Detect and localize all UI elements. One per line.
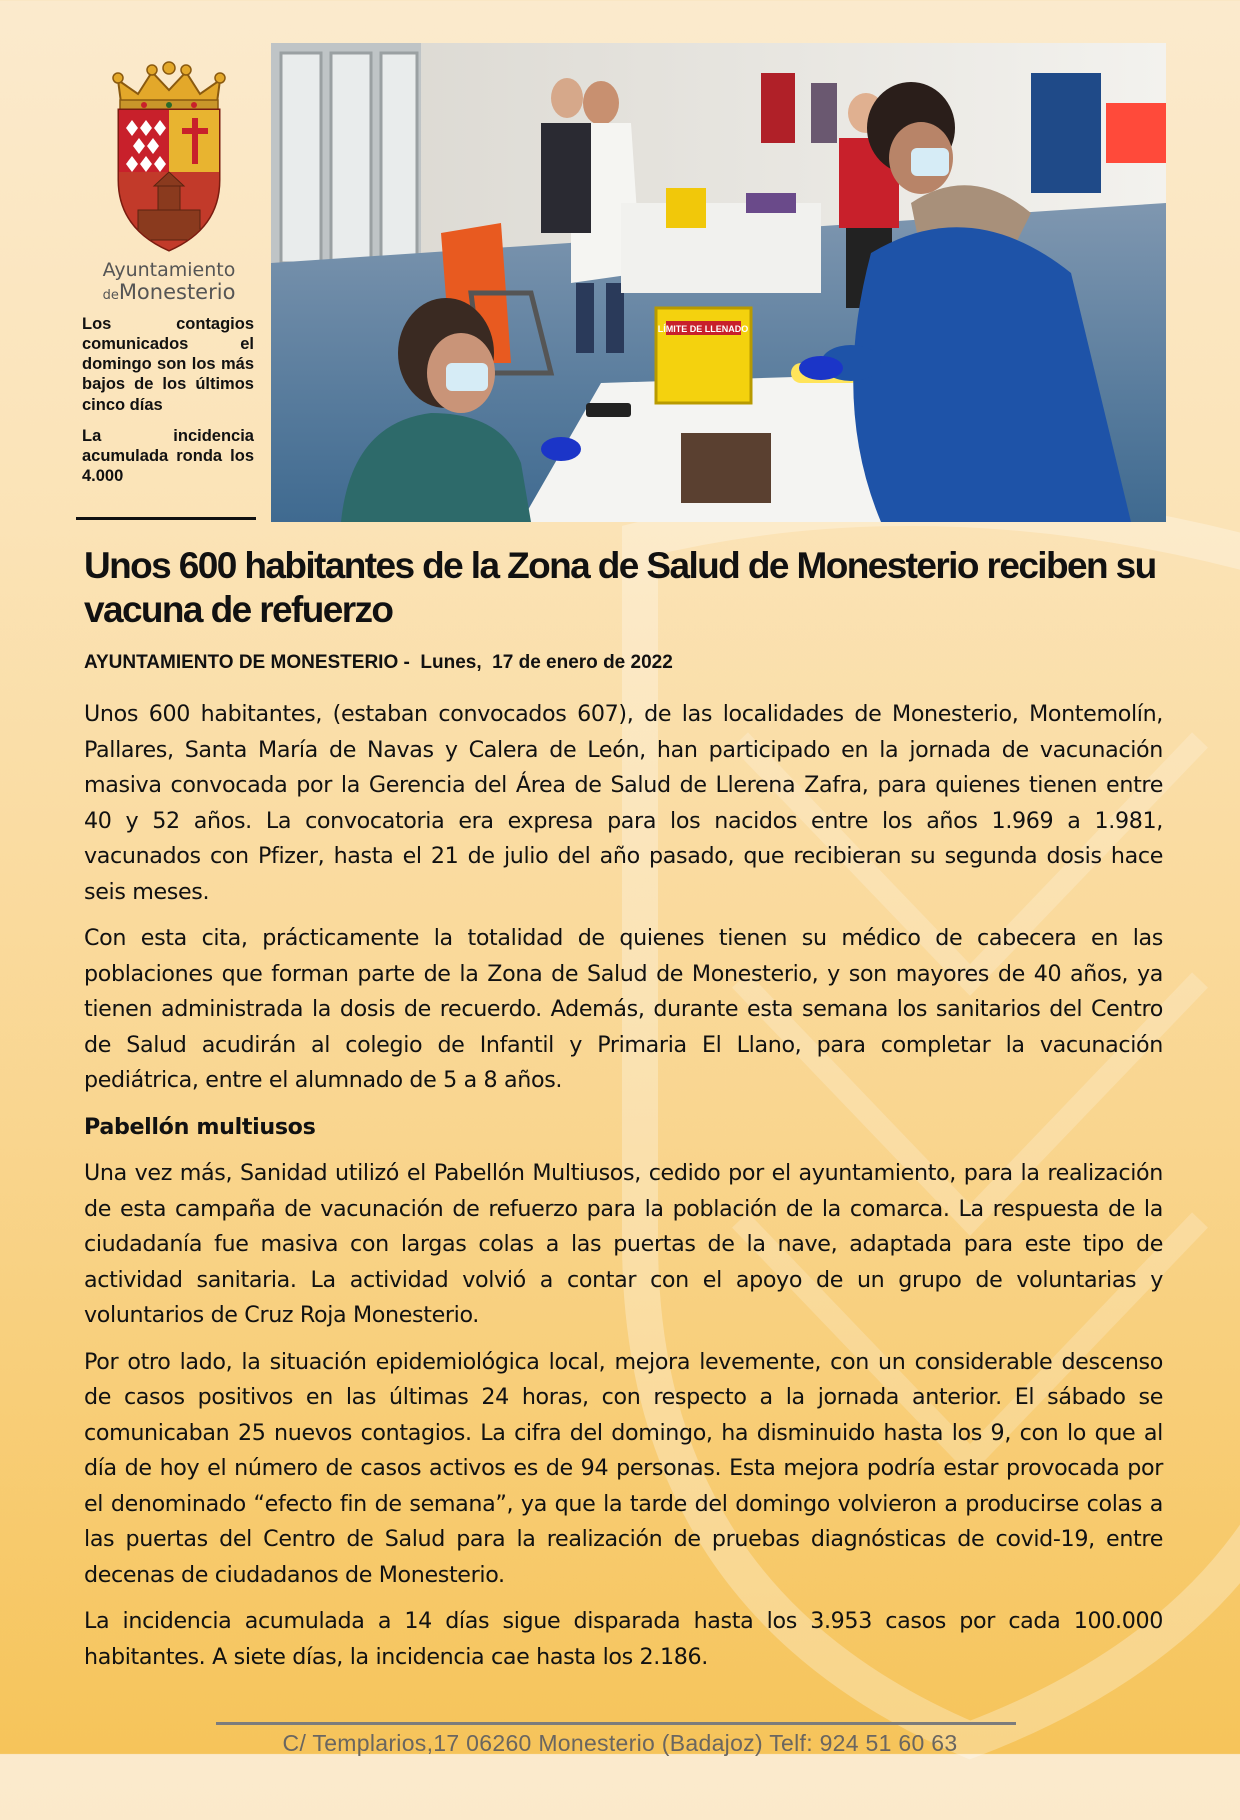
summary-divider bbox=[76, 517, 256, 520]
article-paragraph: Unos 600 habitantes, (estaban convocados 607), de las localidades de Monesterio, Montemolín, Pallares, Santa María de Navas y Calera de León, han participado en la jornada de vacunación masiva convocada por la Gerencia del Área de Salud de Llerena Zafra, para quienes tienen entre 40 y 52 años. La convocatoria era expresa para los nacidos entre los años 1.969 a 1.981, vacunados con Pfizer, hasta el 21 de julio del año pasado, que recibieran su segunda dosis hace seis meses. bbox=[84, 701, 1163, 905]
vaccination-scene-image bbox=[271, 43, 1166, 522]
article-paragraph: Una vez más, Sanidad utilizó el Pabellón Multiusos, cedido por el ayuntamiento, para la realización de esta campaña de vacunación de refuerzo para la población de la comarca. La respuesta de la ciudadanía fue masiva con largas colas a las puertas de la nave, adaptada para este tipo de actividad sanitaria. La actividad volvió a contar con el apoyo de un grupo de voluntarias y voluntarios de Cruz Roja Monesterio. bbox=[84, 1160, 1163, 1328]
logo-name-line1: Ayuntamiento bbox=[102, 259, 236, 281]
logo-name-line2 bbox=[86, 281, 252, 304]
article-body bbox=[84, 697, 1163, 1686]
vaccination-photo bbox=[271, 43, 1166, 522]
logo-name-town: Monesterio bbox=[118, 279, 236, 304]
article-paragraph: Por otro lado, la situación epidemiológica local, mejora levemente, con un considerable descenso de casos positivos en las últimas 24 horas, con respecto a la jornada anterior. El sábado se comunicaban 25 nuevos contagios. La cifra del domingo, ha disminuido hasta los 9, con lo que al día de hoy el número de casos activos es de 94 personas. Esta mejora podría estar provocada por el denominado “efecto fin de semana”, ya que la tarde del domingo volvieron a producirse colas a las puertas del Centro de Salud para la realización de pruebas diagnósticas de covid-19, entre decenas de ciudadanos de Monesterio. bbox=[84, 1348, 1163, 1588]
article-subheading: Pabellón multiusos bbox=[84, 1113, 316, 1140]
coat-of-arms-icon bbox=[98, 60, 240, 256]
article-byline: AYUNTAMIENTO DE MONESTERIO - Lunes, 17 de enero de 2022 bbox=[84, 652, 673, 673]
summary-sidebar bbox=[82, 314, 254, 497]
footer-address: C/ Templarios,17 06260 Monesterio (Badajoz) Telf: 924 51 60 63 bbox=[282, 1730, 958, 1756]
summary-item: La incidencia acumulada ronda los 4.000 bbox=[82, 426, 254, 485]
footer-divider bbox=[216, 1722, 1016, 1725]
logo-name-prefix: de bbox=[102, 287, 119, 303]
bin-label: LÍMITE DE LLENADO bbox=[657, 324, 749, 334]
summary-item: Los contagios comunicados el domingo son los más bajos de los últimos cinco días bbox=[82, 315, 254, 414]
article-paragraph: La incidencia acumulada a 14 días sigue disparada hasta los 3.953 casos por cada 100.000 habitantes. A siete días, la incidencia cae hasta los 2.186. bbox=[84, 1608, 1163, 1670]
article-headline: Unos 600 habitantes de la Zona de Salud de Monesterio reciben su vacuna de refuerzo bbox=[84, 545, 1156, 631]
municipal-logo bbox=[86, 60, 252, 304]
article-paragraph: Con esta cita, prácticamente la totalidad de quienes tienen su médico de cabecera en las poblaciones que forman parte de la Zona de Salud de Monesterio, y son mayores de 40 años, ya tienen administrada la dosis de recuerdo. Además, durante esta semana los sanitarios del Centro de Salud acudirán al colegio de Infantil y Primaria El Llano, para completar la vacunación pediátrica, entre el alumnado de 5 a 8 años. bbox=[84, 925, 1163, 1093]
